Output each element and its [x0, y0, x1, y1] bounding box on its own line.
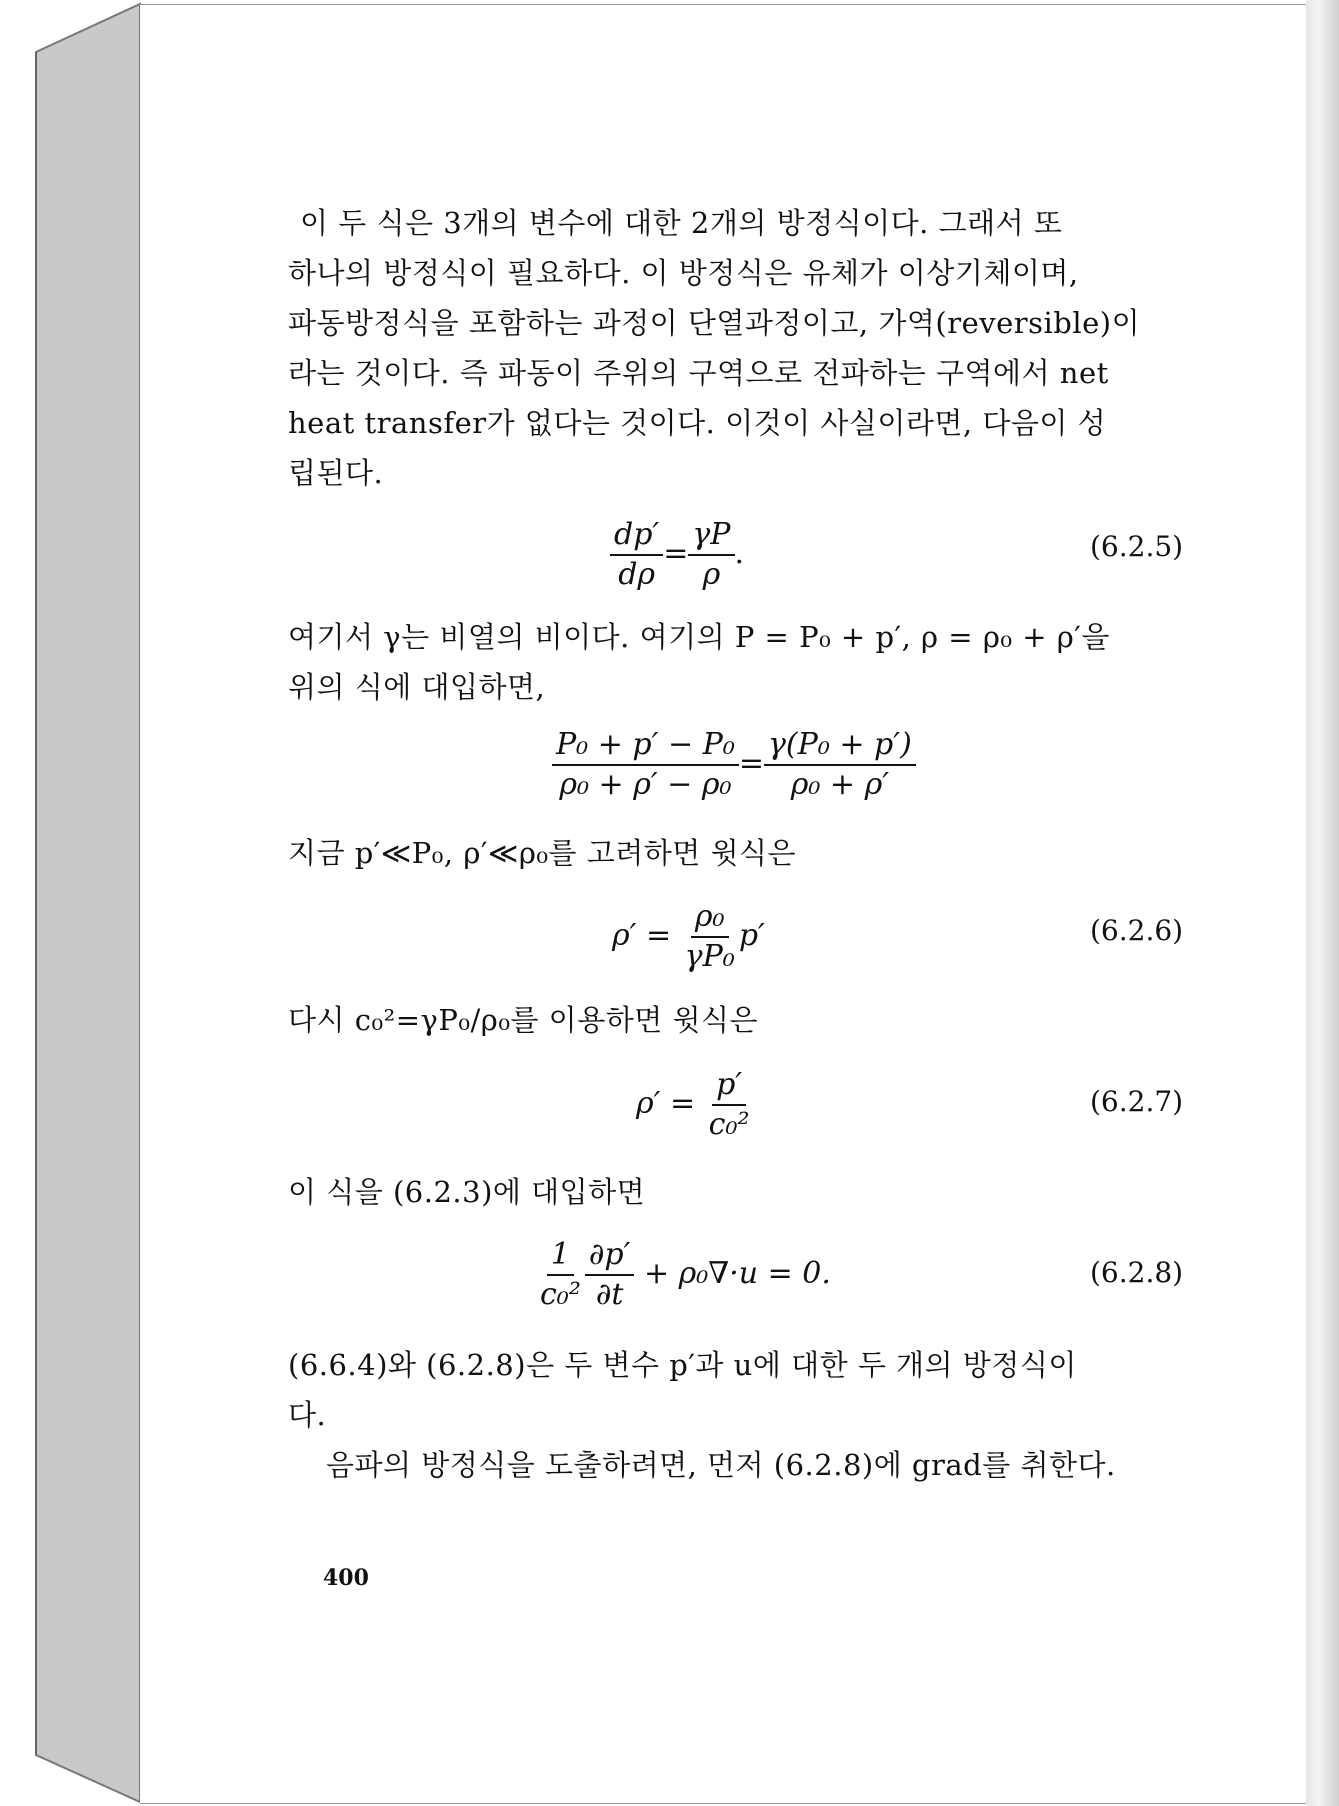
text-line: 라는 것이다. 즉 파동이 주위의 구역으로 전파하는 구역에서 net [288, 356, 1109, 390]
equation-label: (6.2.5) [1090, 530, 1184, 563]
page-number: 400 [323, 1565, 369, 1591]
equation-substitution: $\frac{\text{P₀ + p′ − P₀}}{\text{ρ₀ + ρ′ − ρ₀}}$ = $\frac{\text{γ(P₀ + p′)}}{\text{ρ₀ + ρ′}}$ [552, 728, 916, 802]
text-line: 위의 식에 대입하면, [288, 670, 546, 704]
text-line: 이 두 식은 3개의 변수에 대한 2개의 방정식이다. 그래서 또 [300, 206, 1063, 240]
text-line: (6.6.4)와 (6.2.8)은 두 변수 p′과 u에 대한 두 개의 방정식이 [288, 1348, 1077, 1382]
equation-label: (6.2.7) [1090, 1085, 1184, 1118]
text-line: 하나의 방정식이 필요하다. 이 방정식은 유체가 이상기체이며, [288, 256, 1079, 290]
text-line: 립된다. [288, 456, 384, 490]
text-line: 다. [288, 1398, 327, 1432]
text-line: 파동방정식을 포함하는 과정이 단열과정이고, 가역(reversible)이 [288, 306, 1141, 340]
equation-6-2-7: ρ′ = $\frac{p'}{\text{c₀²}}$ [636, 1067, 750, 1142]
text-line: 음파의 방정식을 도출하려면, 먼저 (6.2.8)에 grad를 취한다. [326, 1448, 1116, 1482]
equation-6-2-6: ρ′ = $\frac{\text{ρ₀}}{\text{γP₀}}$ p′ [612, 899, 765, 974]
equation-6-2-5: $\frac{dp'}{d\rho}$ = $\frac{\gamma P}{\rho}$ . [610, 518, 744, 592]
text-line: heat transfer가 없다는 것이다. 이것이 사실이라면, 다음이 성 [288, 406, 1107, 440]
equation-6-2-8: $\frac{1}{\text{c₀²}}$ $\frac{\partial p'}{\partial t}$ + ρ₀∇·u = 0. [540, 1237, 831, 1312]
page-edge-shadow [1306, 0, 1339, 1806]
text-line: 다시 c₀²=γP₀/ρ₀를 이용하면 윗식은 [288, 1003, 759, 1037]
equation-label: (6.2.8) [1090, 1256, 1184, 1289]
text-line: 여기서 γ는 비열의 비이다. 여기의 P = P₀ + p′, ρ = ρ₀ + ρ′을 [288, 620, 1110, 654]
equation-label: (6.2.6) [1090, 914, 1184, 947]
text-line: 지금 p′≪P₀, ρ′≪ρ₀를 고려하면 윗식은 [288, 836, 797, 870]
text-line: 이 식을 (6.2.3)에 대입하면 [288, 1175, 646, 1209]
book-spine-side [0, 0, 145, 1806]
